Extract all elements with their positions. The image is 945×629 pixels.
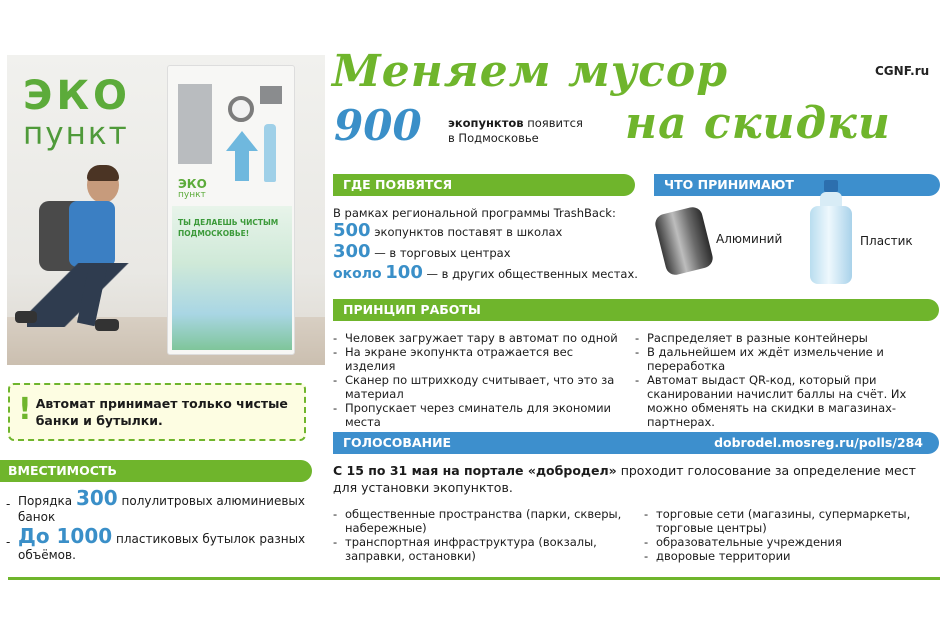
where-intro: В рамках региональной программы TrashBack: — [333, 206, 616, 220]
list-item: - транспортная инфраструктура (вокзалы, заправки, остановки) — [333, 535, 623, 563]
machine-logo — [178, 178, 207, 200]
capacity-text-2: пластиковых бутылок разных объёмов. — [18, 532, 306, 562]
aluminium-can-icon — [653, 205, 715, 277]
where-header: ГДЕ ПОЯВЯТСЯ — [333, 174, 635, 196]
source-label: CGNF.ru — [875, 64, 930, 78]
list-item: - торговые сети (магазины, супермаркеты, торговые центры) — [644, 507, 940, 535]
machine-slogan-panel — [172, 206, 292, 350]
bottle-icon — [264, 124, 276, 182]
capacity-content — [6, 486, 312, 563]
vote-lead-bold: С 15 по 31 мая на портале «добродел» — [333, 463, 617, 478]
plastic-bottle-icon — [810, 180, 852, 284]
page-title-line2: на скидки — [625, 98, 891, 149]
headline-text — [448, 116, 583, 146]
vote-lead-text: проходит голосование за определение мест для установки экопунктов. — [333, 463, 916, 495]
capacity-header: ВМЕСТИМОСТЬ — [0, 460, 312, 482]
page-title-line1: Меняем мусор — [332, 46, 728, 97]
note-text: Автомат принимает только чистые банки и бутылки. — [35, 396, 288, 428]
where-num-1: 500 — [333, 220, 371, 241]
exclamation-icon: ! — [18, 392, 32, 427]
capacity-row-1: - Порядка 300 полулитровых алюминиевых банок — [6, 486, 306, 524]
arrow-up-icon — [226, 131, 258, 151]
where-prefix-3: около — [333, 266, 382, 282]
where-row — [333, 242, 643, 263]
plastic-label: Пластик — [860, 234, 913, 248]
headline-text1: появится — [527, 116, 583, 130]
machine-door — [178, 84, 212, 164]
bottom-divider — [8, 577, 940, 580]
machine-scanner-icon — [228, 96, 254, 122]
accepts-header: ЧТО ПРИНИМАЮТ — [654, 174, 940, 196]
capacity-text-1: полулитровых алюминиевых банок — [18, 494, 306, 524]
headline-number: 900 — [334, 101, 422, 150]
capacity-pre-1: Порядка — [18, 494, 73, 508]
machine-slogan-line1: ТЫ ДЕЛАЕШЬ ЧИСТЫМ — [178, 218, 279, 227]
where-text-2: — в торговых центрах — [374, 246, 511, 260]
clean-note — [8, 383, 306, 441]
list-item: - Распределяет в разные контейнеры — [635, 331, 940, 345]
list-item: - дворовые территории — [644, 549, 940, 563]
promo-photo — [7, 55, 325, 365]
vote-left-list — [333, 507, 623, 563]
where-row — [333, 221, 643, 242]
boy-hair — [87, 165, 119, 181]
where-text-1: экопунктов поставят в школах — [374, 225, 563, 239]
list-item: - В дальнейшем их ждёт измельчение и переработка — [635, 345, 940, 373]
machine-logo-line2: пункт — [178, 190, 206, 200]
where-text-3: — в других общественных местах. — [426, 267, 638, 281]
headline-bold: экопунктов — [448, 116, 524, 130]
list-item: - Сканер по штрихкоду считывает, что это за материал — [333, 373, 623, 401]
where-content — [333, 205, 643, 284]
list-item: - Человек загружает тару в автомат по одной — [333, 331, 623, 345]
machine-screen — [260, 86, 282, 104]
headline-text2: в Подмосковье — [448, 131, 539, 145]
vote-right-list — [644, 507, 940, 563]
eco-machine — [167, 65, 295, 355]
arrow-stem — [235, 151, 249, 181]
list-item: - общественные пространства (парки, скверы, набережные) — [333, 507, 623, 535]
principle-left-list — [333, 331, 623, 429]
boy-shoe-right — [95, 319, 119, 331]
where-num-2: 300 — [333, 241, 371, 262]
capacity-num-2: До 1000 — [18, 524, 113, 548]
eco-logo-line2: пункт — [23, 116, 129, 152]
principle-right-list — [635, 331, 940, 429]
machine-slogan-line2: ПОДМОСКОВЬЕ! — [178, 229, 250, 238]
where-row — [333, 263, 643, 284]
where-num-3: 100 — [385, 262, 423, 283]
aluminium-label: Алюминий — [716, 232, 783, 246]
list-item: - образовательные учреждения — [644, 535, 940, 549]
boy-shoe-left — [15, 311, 37, 323]
eco-logo-line1: ЭКО — [23, 73, 132, 119]
capacity-row-2: - До 1000 пластиковых бутылок разных объёмов. — [6, 524, 306, 562]
list-item: - Пропускает через сминатель для экономии места — [333, 401, 623, 429]
vote-title: ГОЛОСОВАНИЕ — [343, 435, 452, 450]
machine-logo-line1: ЭКО — [178, 177, 207, 191]
vote-lead — [333, 462, 939, 496]
vote-header — [333, 432, 939, 454]
eco-logo — [23, 75, 153, 151]
capacity-num-1: 300 — [75, 486, 118, 510]
principle-header: ПРИНЦИП РАБОТЫ — [333, 299, 939, 321]
list-item: - На экране экопункта отражается вес изделия — [333, 345, 623, 373]
list-item: - Автомат выдаст QR-код, который при сканировании начислит баллы на счёт. Их можно обменять на скидки в магазинах-партнерах. — [635, 373, 940, 429]
boy-body — [69, 201, 115, 267]
vote-link[interactable]: dobrodel.mosreg.ru/polls/284 — [714, 435, 923, 450]
